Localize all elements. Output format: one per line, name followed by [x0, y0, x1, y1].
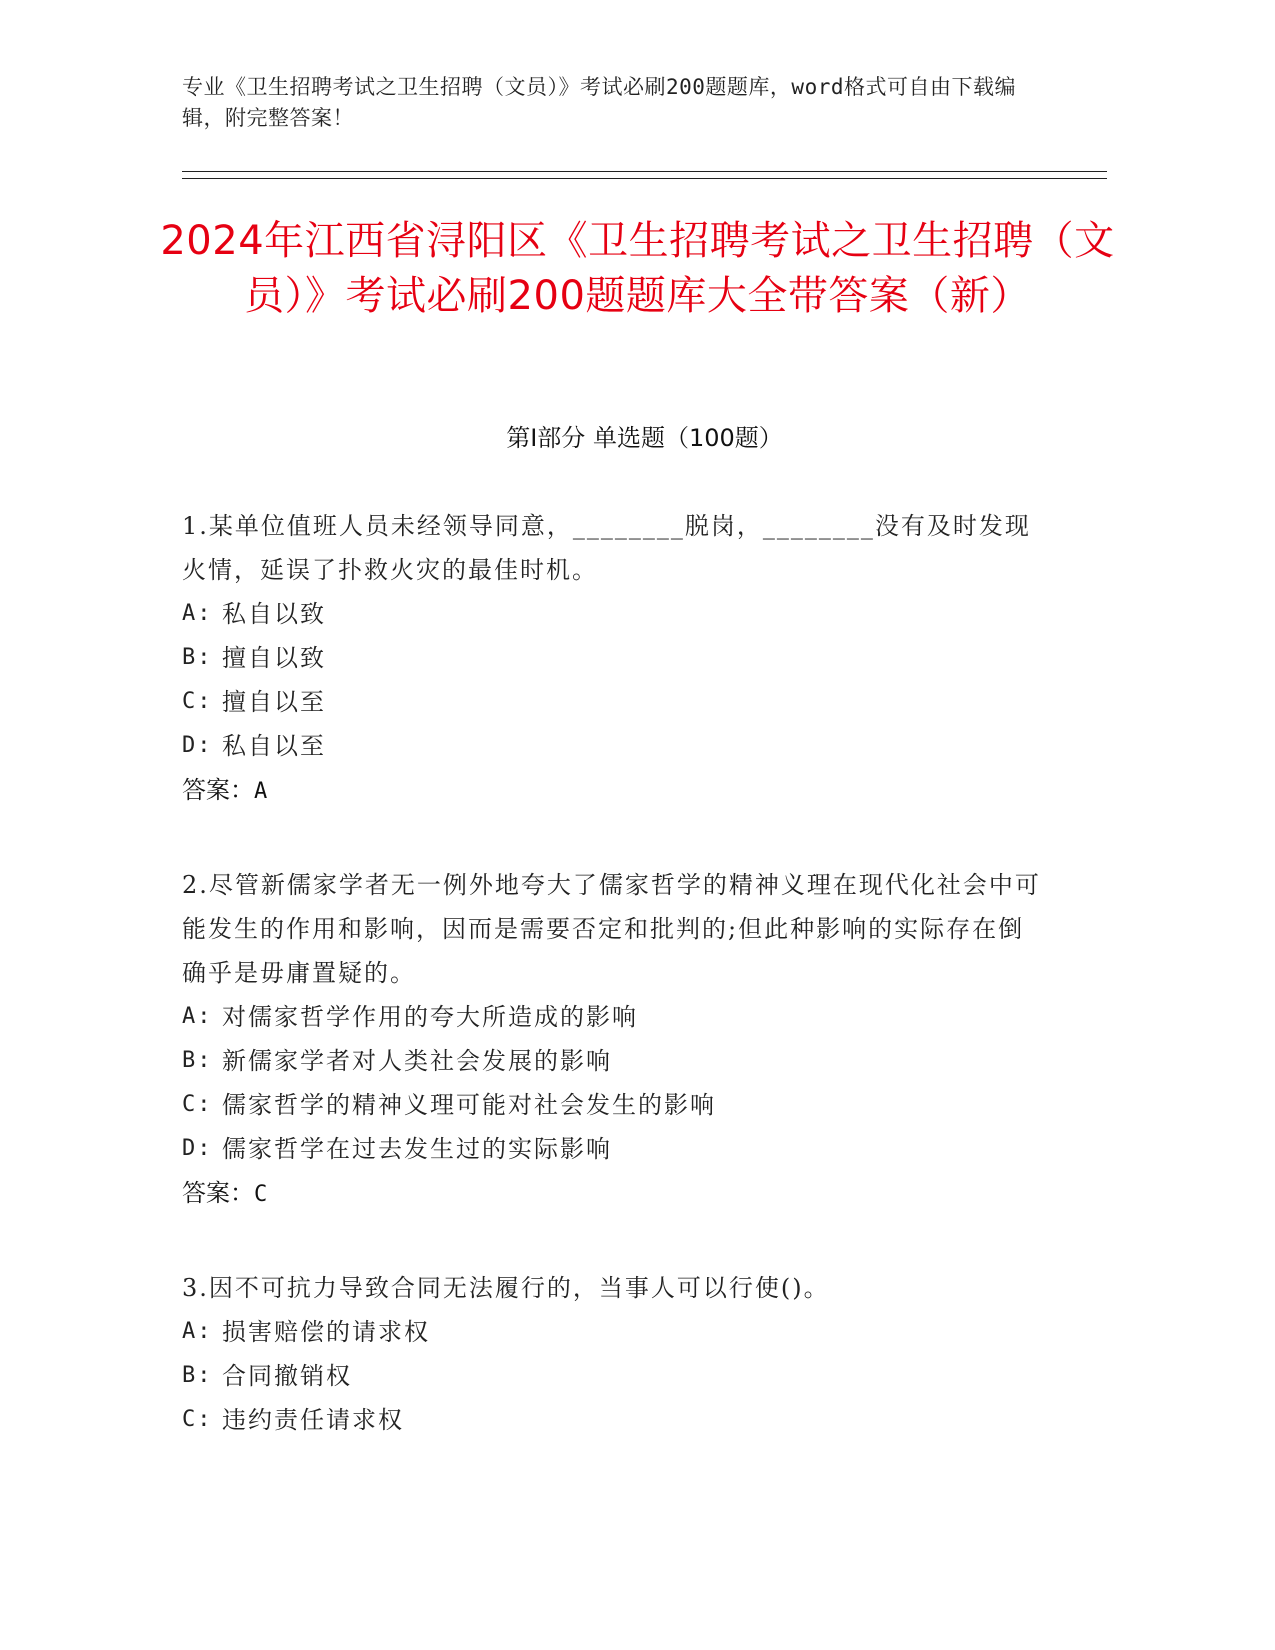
option-label: D:	[182, 733, 213, 758]
question-1	[182, 504, 1042, 814]
option-text: 对儒家哲学作用的夸大所造成的影响	[222, 1003, 638, 1031]
option-text: 新儒家学者对人类社会发展的影响	[222, 1047, 612, 1075]
option-c	[182, 1083, 1042, 1127]
option-label: A:	[182, 601, 213, 626]
option-label: B:	[182, 645, 213, 670]
option-d	[182, 1127, 1042, 1171]
answer-line	[182, 1171, 1042, 1217]
question-list	[182, 504, 1042, 1491]
option-c	[182, 1398, 1042, 1442]
option-label: B:	[182, 1048, 213, 1073]
header-divider-secondary	[182, 178, 1107, 179]
header-note: 专业《卫生招聘考试之卫生招聘（文员）》考试必刷200题题库，word格式可自由下载编辑，附完整答案！	[182, 75, 1016, 130]
question-stem: 2.尽管新儒家学者无一例外地夸大了儒家哲学的精神义理在现代化社会中可能发生的作用和影响，因而是需要否定和批判的;但此种影响的实际存在倒确乎是毋庸置疑的。	[182, 871, 1041, 987]
question-stem: 1.某单位值班人员未经领导同意，________脱岗，________没有及时发现火情，延误了扑救火灾的最佳时机。	[182, 512, 1031, 584]
option-text: 合同撤销权	[222, 1362, 352, 1390]
question-stem: 3.因不可抗力导致合同无法履行的，当事人可以行使()。	[182, 1274, 830, 1302]
option-label: D:	[182, 1136, 213, 1161]
option-label: A:	[182, 1004, 213, 1029]
option-label: C:	[182, 1092, 213, 1117]
document-title: 2024年江西省浔阳区《卫生招聘考试之卫生招聘（文员）》考试必刷200题题库大全带答案（新）	[160, 218, 1115, 319]
option-text: 损害赔偿的请求权	[222, 1318, 430, 1346]
option-text: 儒家哲学在过去发生过的实际影响	[222, 1135, 612, 1163]
section-heading: 第I部分 单选题（100题）	[506, 424, 783, 452]
option-a	[182, 1310, 1042, 1354]
answer-value: C	[254, 1182, 268, 1207]
option-text: 私自以致	[222, 600, 326, 628]
option-label: A:	[182, 1319, 213, 1344]
option-text: 擅自以至	[222, 688, 326, 716]
answer-prefix: 答案：	[182, 776, 254, 804]
option-a	[182, 995, 1042, 1039]
option-b	[182, 1354, 1042, 1398]
option-label: C:	[182, 689, 213, 714]
option-text: 擅自以致	[222, 644, 326, 672]
question-3	[182, 1266, 1042, 1442]
answer-value: A	[254, 779, 268, 804]
option-d	[182, 724, 1042, 768]
option-b	[182, 636, 1042, 680]
option-b	[182, 1039, 1042, 1083]
answer-line	[182, 768, 1042, 814]
answer-prefix: 答案：	[182, 1179, 254, 1207]
option-c	[182, 680, 1042, 724]
option-a	[182, 592, 1042, 636]
option-text: 违约责任请求权	[222, 1406, 404, 1434]
header-divider	[182, 171, 1107, 172]
question-2	[182, 863, 1042, 1217]
option-label: C:	[182, 1407, 213, 1432]
option-label: B:	[182, 1363, 213, 1388]
option-text: 儒家哲学的精神义理可能对社会发生的影响	[222, 1091, 716, 1119]
option-text: 私自以至	[222, 732, 326, 760]
